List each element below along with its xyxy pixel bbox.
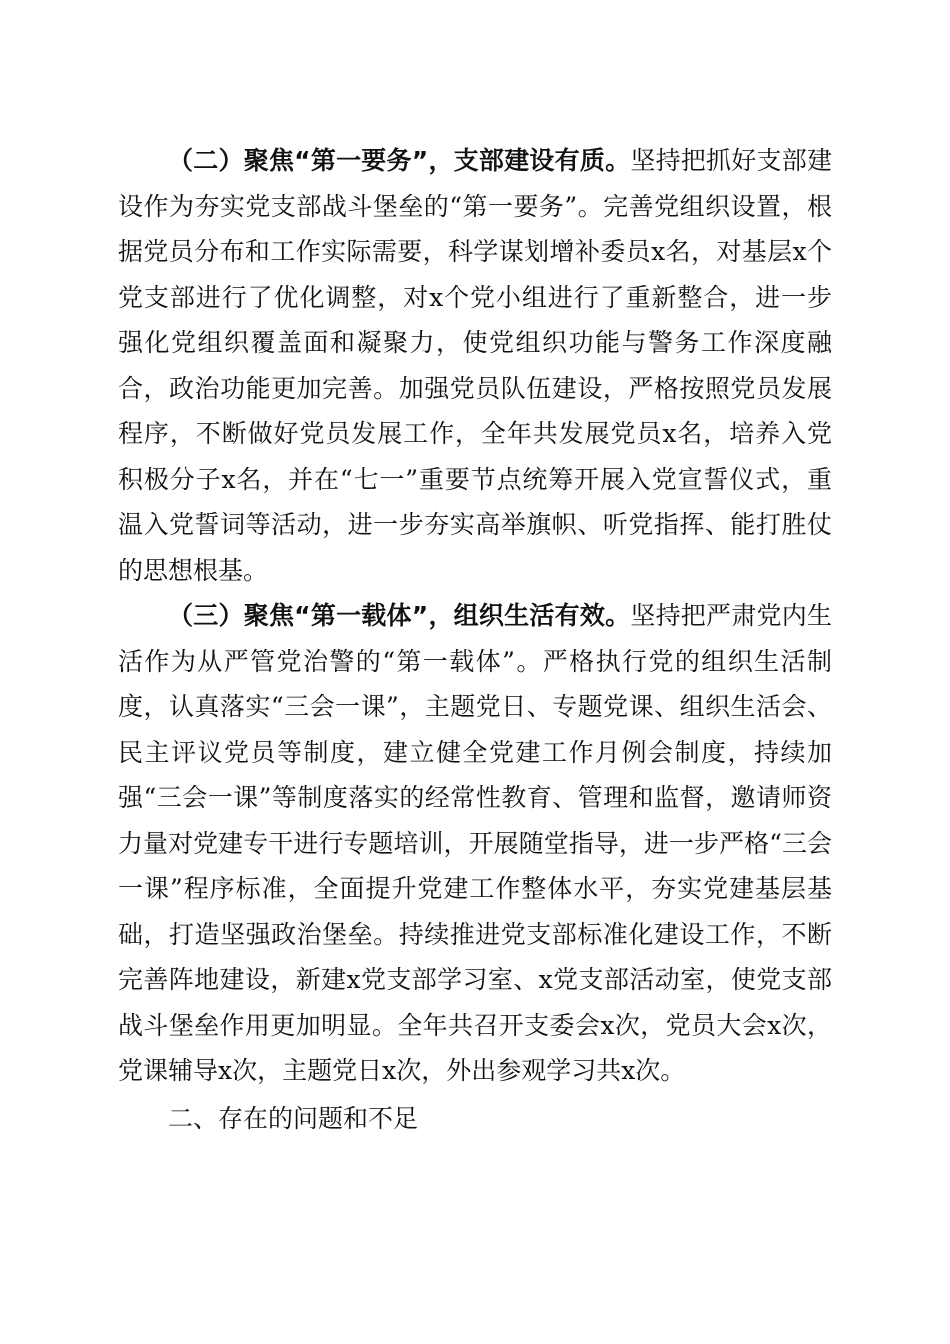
section-heading: 二、存在的问题和不足 — [168, 1103, 419, 1133]
paragraph-branch-building — [118, 138, 832, 593]
paragraph-text: 坚持把抓好支部建设作为夯实党支部战斗堡垒的“第一要务”。完善党组织设置，根据党员分布和工作实际需要，科学谋划增补委员x名，对基层x个党支部进行了优化调整，对x个党小组进行了重新整合，进一步强化党组织覆盖面和凝聚力，使党组织功能与警务工作深度融合，政治功能更加完善。加强党员队伍建设，严格按照党员发展程序，不断做好党员发展工作，全年共发展党员x名，培养入党积极分子x名，并在“七一”重要节点统筹开展入党宣誓仪式，重温入党誓词等活动，进一步夯实高举旗帜、听党指挥、能打胜仗的思想根基。 — [118, 146, 832, 585]
paragraph-text: 坚持把严肃党内生活作为从严管党治警的“第一载体”。严格执行党的组织生活制度，认真落实“三会一课”，主题党日、专题党课、组织生活会、民主评议党员等制度，建立健全党建工作月例会制度，持续加强“三会一课”等制度落实的经常性教育、管理和监督，邀请师资力量对党建专干进行专题培训，开展随堂指导，进一步严格“三会一课”程序标准，全面提升党建工作整体水平，夯实党建基层基础，打造坚强政治堡垒。持续推进党支部标准化建设工作，不断完善阵地建设，新建x党支部学习室、x党支部活动室，使党支部战斗堡垒作用更加明显。全年共召开支委会x次，党员大会x次，党课辅导x次，主题党日x次，外出参观学习共x次。 — [118, 601, 832, 1085]
paragraph-lead: （二）聚焦“第一要务”，支部建设有质。 — [168, 146, 631, 175]
paragraph-organization-life — [118, 593, 832, 1094]
document-body — [118, 138, 832, 1141]
paragraph-lead: （三）聚焦“第一载体”，组织生活有效。 — [168, 601, 631, 630]
